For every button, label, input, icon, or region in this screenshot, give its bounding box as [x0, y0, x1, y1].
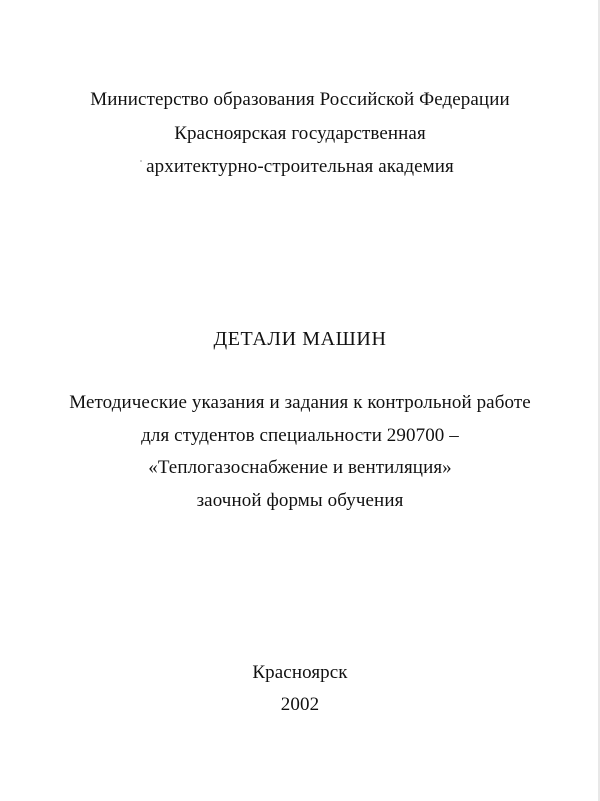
ministry-name: Министерство образования Российской Федерации [90, 89, 510, 110]
institution-name-line1: Красноярская государственная [174, 123, 426, 144]
publication-year: 2002 [280, 694, 320, 715]
document-title: ДЕТАЛИ МАШИН [213, 328, 387, 350]
subtitle-line3: «Теплогазоснабжение и вентиляция» [148, 457, 452, 478]
scan-speck [140, 160, 142, 162]
subtitle-line2: для студентов специальности 290700 – [141, 425, 459, 446]
institution-name-line2: архитектурно-строительная академия [146, 156, 454, 177]
subtitle-line1: Методические указания и задания к контрольной работе [69, 392, 531, 413]
publication-city: Красноярск [252, 662, 348, 683]
subtitle-line4: заочной формы обучения [196, 490, 404, 511]
